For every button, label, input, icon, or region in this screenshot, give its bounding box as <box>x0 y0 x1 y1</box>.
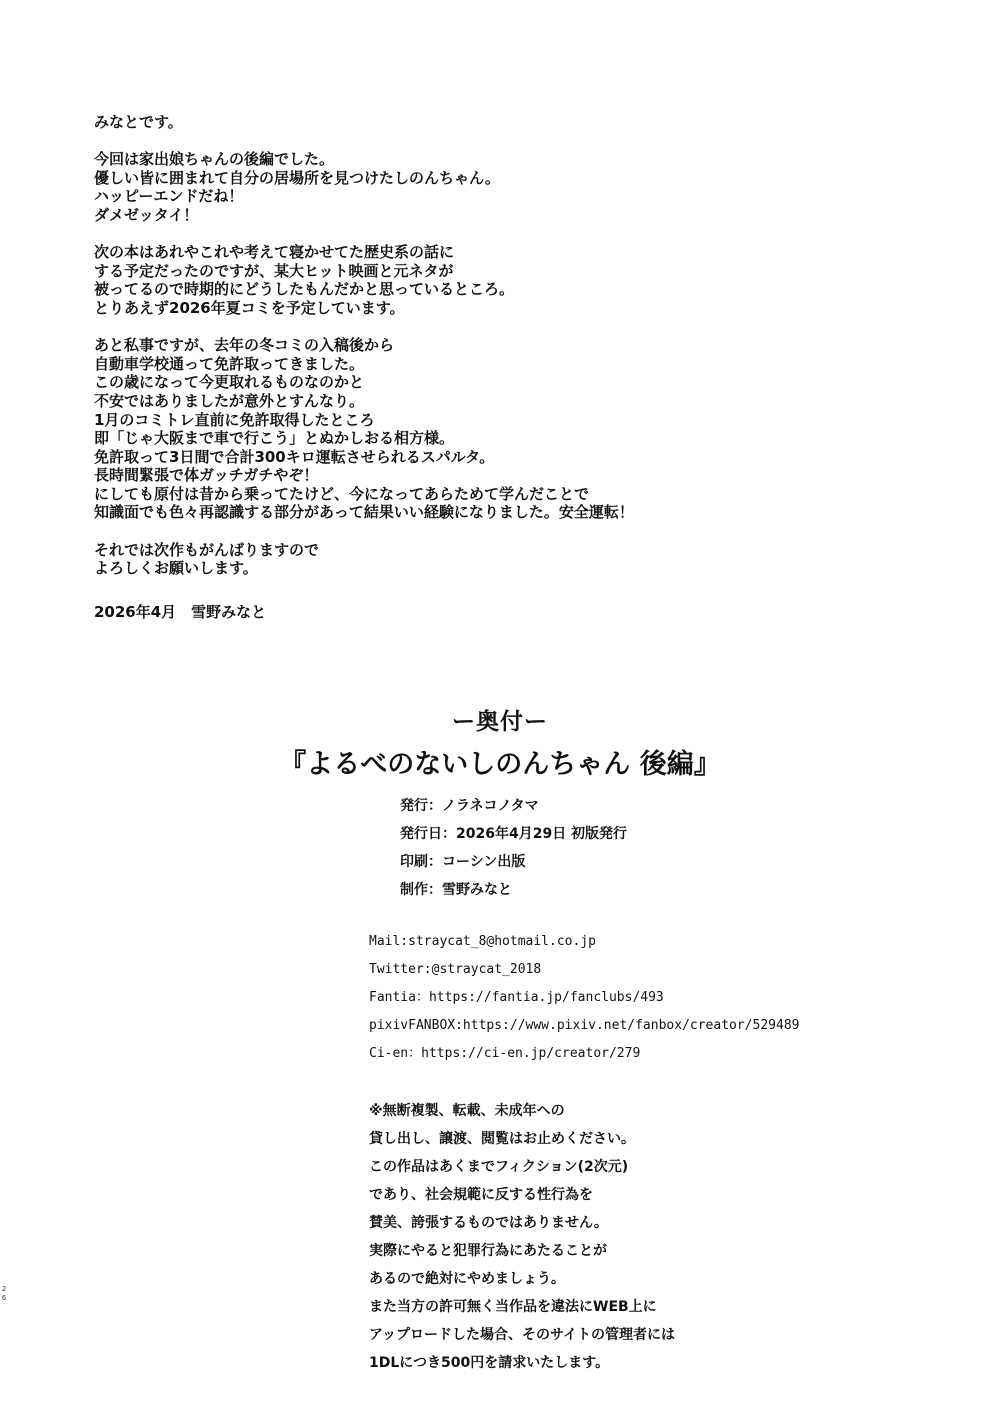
afterword-line: 次の本はあれやこれや考えて寝かせてた歴史系の話に <box>94 243 455 262</box>
afterword-line: ハッピーエンドだね！ <box>94 187 244 206</box>
afterword-line: ダメゼッタイ！ <box>94 205 199 224</box>
credit-separator: ： <box>428 798 442 814</box>
notice-line: あるので絶対にやめましょう。 <box>369 1271 565 1287</box>
afterword-paragraph-closing <box>94 541 974 578</box>
contact-twitter: Twitter:@straycat_2018 <box>369 962 542 977</box>
credit-value: コーシン出版 <box>442 854 526 870</box>
credit-label: 発行日 <box>400 826 442 842</box>
contact-list <box>369 931 799 1071</box>
afterword-line: 免許取って3日間で合計300キロ運転させられるスパルタ。 <box>94 447 495 466</box>
contact-fantia: Fantia：https://fantia.jp/fanclubs/493 <box>369 990 664 1005</box>
notice-line: ※無断複製、転載、未成年への <box>369 1103 565 1119</box>
afterword-line: みなとです。 <box>94 113 183 131</box>
afterword-line: する予定だったのですが、某大ヒット映画と元ネタが <box>94 261 454 280</box>
credit-row-publisher <box>400 792 627 820</box>
credit-separator: ： <box>428 882 442 898</box>
notice-line: 貸し出し、譲渡、閲覧はお止めください。 <box>369 1131 635 1147</box>
notice-line: であり、社会規範に反する性行為を <box>369 1187 593 1203</box>
afterword-line: 今回は家出娘ちゃんの後編でした。 <box>94 150 335 169</box>
credit-value: 2026年4月29日 初版発行 <box>456 826 628 842</box>
afterword <box>94 113 974 596</box>
afterword-line: にしても原付は昔から乗ってたけど、今になってあらためて学んだことで <box>94 484 590 503</box>
notice-line: アップロードした場合、そのサイトの管理者には <box>369 1327 676 1343</box>
credit-label: 発行 <box>400 798 428 814</box>
credit-value: ノラネコノタマ <box>442 798 539 814</box>
colophon-heading: ー奥付ー <box>452 709 548 735</box>
credit-separator: ： <box>428 854 442 870</box>
notice-line: この作品はあくまでフィクション(2次元) <box>369 1159 629 1175</box>
afterword-paragraph-next-book <box>94 243 974 317</box>
afterword-line: よろしくお願いします。 <box>94 559 258 578</box>
afterword-line: とりあえず2026年夏コミを予定しています。 <box>94 298 405 317</box>
afterword-line: 自動車学校通って免許取ってきました。 <box>94 354 365 373</box>
afterword-line: この歳になって今更取れるものなのかと <box>94 373 365 392</box>
afterword-line: 1月のコミトレ直前に免許取得したところ <box>94 410 375 429</box>
notice-line: また当方の許可無く当作品を違法にWEB上に <box>369 1299 657 1315</box>
credit-row-printer <box>400 848 627 876</box>
contact-pixiv-fanbox: pixivFANBOX:https://www.pixiv.net/fanbox/creator/529489 <box>369 1018 800 1033</box>
contact-mail: Mail:straycat_8@hotmail.co.jp <box>369 934 596 949</box>
notice-line: 賛美、誇張するものではありません。 <box>369 1215 608 1231</box>
afterword-line: 即「じゃ大阪まで車で行こう」とぬかしおる相方様。 <box>94 429 455 448</box>
afterword-paragraph-greeting <box>94 113 974 132</box>
credit-label: 制作 <box>400 882 428 898</box>
credit-row-author <box>400 876 627 904</box>
afterword-line: 不安ではありましたが意外とすんなり。 <box>94 391 365 410</box>
afterword-paragraph-personal <box>94 336 974 522</box>
afterword-line: それでは次作もがんばりますので <box>94 540 320 559</box>
afterword-line: 長時間緊張で体ガッチガチやぞ！ <box>94 466 319 485</box>
page-number-digit: 6 <box>1 1294 7 1302</box>
credit-row-issue-date <box>400 820 627 848</box>
afterword-line: 優しい皆に囲まれて自分の居場所を見つけたしのんちゃん。 <box>94 168 500 187</box>
copyright-notice <box>369 1099 675 1379</box>
afterword-signature: 2026年4月 雪野みなと <box>94 603 267 621</box>
afterword-paragraph-story <box>94 150 974 224</box>
notice-line: 1DLにつき500円を請求いたします。 <box>369 1355 610 1371</box>
colophon-credits <box>400 792 627 904</box>
contact-ci-en: Ci-en：https://ci-en.jp/creator/279 <box>369 1046 641 1061</box>
afterword-line: 被ってるので時期的にどうしたもんだかと思っているところ。 <box>94 280 515 299</box>
page-number <box>1 1285 7 1303</box>
afterword-line: あと私事ですが、去年の冬コミの入稿後から <box>94 336 395 355</box>
credit-label: 印刷 <box>400 854 428 870</box>
page-number-digit: 2 <box>1 1285 7 1293</box>
credit-separator: ： <box>442 826 456 842</box>
book-title: 『よるべのないしのんちゃん 後編』 <box>279 749 721 780</box>
afterword-line: 知識面でも色々再認識する部分があって結果いい経験になりました。安全運転！ <box>94 503 634 522</box>
credit-value: 雪野みなと <box>442 882 512 898</box>
notice-line: 実際にやると犯罪行為にあたることが <box>369 1243 607 1259</box>
